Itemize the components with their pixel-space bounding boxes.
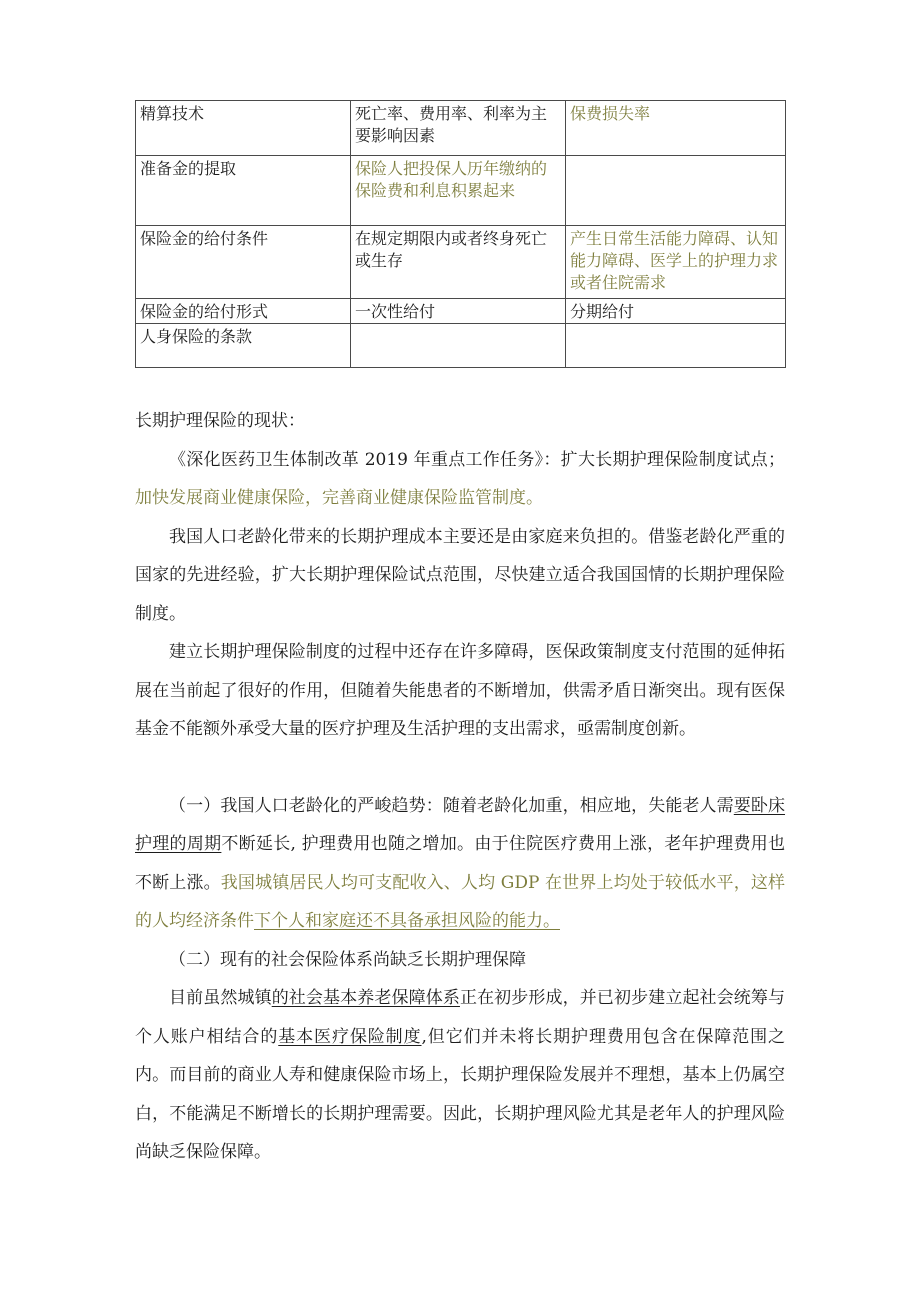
text-segment: 不断延长, 护理费用也随之增加。由于住院医疗费用上涨，老年护理费用也不断上涨。 xyxy=(135,834,786,893)
table-cell: 死亡率、费用率、利率为主要影响因素 xyxy=(351,101,566,156)
table-cell xyxy=(566,156,786,226)
para-point-one xyxy=(135,787,785,941)
text-segment: 下个人和家庭还不具备承担风险的能力。 xyxy=(254,911,560,931)
table-cell: 在规定期限内或者终身死亡或生存 xyxy=(351,226,566,299)
table-row xyxy=(136,156,786,226)
para-policy-task xyxy=(135,441,785,518)
table-cell: 准备金的提取 xyxy=(136,156,351,226)
para-point-two-body xyxy=(135,979,785,1172)
table-row xyxy=(136,299,786,324)
text-segment: 加快发展商业健康保险，完善商业健康保险监管制度。 xyxy=(135,488,543,508)
insurance-comparison-table xyxy=(135,100,786,368)
para-point-two-heading xyxy=(135,941,785,980)
table-cell: 精算技术 xyxy=(136,101,351,156)
table-row xyxy=(136,324,786,368)
text-segment: （二）现有的社会保险体系尚缺乏长期护理保障 xyxy=(169,949,526,970)
text-segment: 的社会基本养老保障体系 xyxy=(271,988,460,1008)
para-status-heading xyxy=(135,402,785,441)
text-segment: ,但它们并未将长期护理费用包含在保障范围之内。而目前的商业人寿和健康保险市场上，长期护理保险发展并不理想，基本上仍属空白，不能满足不断增长的长期护理需要。因此，长期护理风险尤其是老年人的护理风险尚缺乏保险保障。 xyxy=(135,1026,786,1162)
table-cell: 保险金的给付形式 xyxy=(136,299,351,324)
text-segment: 《深化医药卫生体制改革 2019 年重点工作任务》：扩大长期护理保险制度试点； xyxy=(169,449,785,470)
text-segment: （一）我国人口老龄化的严峻趋势：随着老龄化加重，相应地，失能老人需 xyxy=(169,795,734,816)
document-page xyxy=(135,100,785,1172)
text-segment: 建立长期护理保险制度的过程中还存在许多障碍，医保政策制度支付范围的延伸拓展在当前起了很好的作用，但随着失能患者的不断增加，供需矛盾日渐突出。现有医保基金不能额外承受大量的医疗护理及生活护理的支出需求，亟需制度创新。 xyxy=(135,642,785,739)
document-body xyxy=(135,402,785,1172)
text-segment: 正在初步形成，并已初步建立起社会统筹与个人账户相结合的 xyxy=(135,988,786,1047)
table-cell: 人身保险的条款 xyxy=(136,324,351,368)
text-segment: 目前虽然城镇 xyxy=(169,988,272,1008)
table-row xyxy=(136,101,786,156)
para-aging-cost xyxy=(135,518,785,634)
text-segment: 我国城镇居民人均可支配收入、人均 GDP 在世界上均处于较低水平，这样的人均经济条件 xyxy=(135,872,785,931)
insurance-table-body xyxy=(136,101,786,368)
table-cell: 保险人把投保人历年缴纳的保险费和利息积累起来 xyxy=(351,156,566,226)
table-cell xyxy=(351,324,566,368)
table-cell: 一次性给付 xyxy=(351,299,566,324)
text-segment: 基本医疗保险制度 xyxy=(278,1026,422,1047)
table-cell: 保险金的给付条件 xyxy=(136,226,351,299)
text-segment: 我国人口老龄化带来的长期护理成本主要还是由家庭来负担的。借鉴老龄化严重的国家的先进经验，扩大长期护理保险试点范围，尽快建立适合我国国情的长期护理保险制度。 xyxy=(135,526,785,624)
table-row xyxy=(136,226,786,299)
table-cell xyxy=(566,324,786,368)
table-cell: 产生日常生活能力障碍、认知能力障碍、医学上的护理力求或者住院需求 xyxy=(566,226,786,299)
text-segment: 要卧床护理的周期 xyxy=(135,795,786,854)
para-obstacles xyxy=(135,633,785,749)
table-cell: 保费损失率 xyxy=(566,101,786,156)
table-cell: 分期给付 xyxy=(566,299,786,324)
text-segment: 长期护理保险的现状： xyxy=(135,411,305,431)
